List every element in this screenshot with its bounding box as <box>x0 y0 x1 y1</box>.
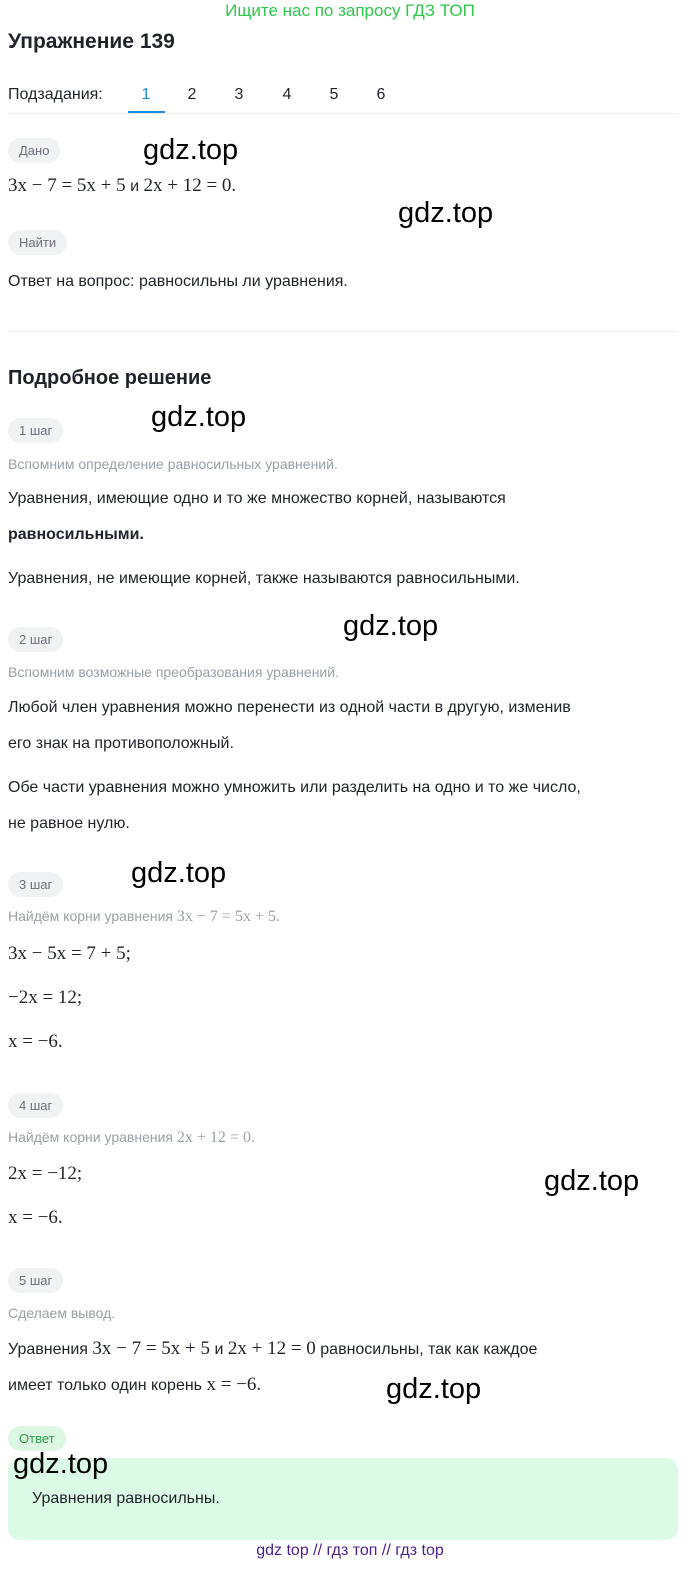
step-1-definition: Уравнения, имеющие одно и то же множество корней, называются <box>8 490 506 507</box>
step-1-badge: 1 шаг <box>8 418 63 443</box>
watermark: gdz.top <box>13 1448 109 1480</box>
solution-title: Подробное решение <box>8 367 212 389</box>
footer-separator: // <box>313 1542 323 1559</box>
watermark: gdz.top <box>343 610 439 642</box>
footer-link-gdz-top-mixed[interactable]: гдз top <box>395 1542 444 1559</box>
step-2-hint: Вспомним возможные преобразования уравнений. <box>8 664 339 680</box>
step-4-hint: Найдём корни уравнения 2x + 12 = 0. <box>8 1129 255 1146</box>
step-3-hint: Найдём корни уравнения 3x − 7 = 5x + 5. <box>8 908 280 925</box>
step-5-hint: Сделаем вывод. <box>8 1305 116 1321</box>
tab-subtask-5[interactable]: 5 <box>329 86 339 103</box>
step-3-line-2: −2x = 12; <box>8 987 83 1008</box>
step-2-rule-1-line-1: Любой член уравнения можно перенести из одной части в другую, изменив <box>8 699 571 716</box>
step-5-badge: 5 шаг <box>8 1268 63 1293</box>
step-5-conclusion-line-1: Уравнения 3x − 7 = 5x + 5 и 2x + 12 = 0 равносильны, так как каждое <box>8 1338 538 1359</box>
step-3-badge: 3 шаг <box>8 872 63 897</box>
footer-links <box>0 1542 700 1560</box>
footer-separator: // <box>381 1542 391 1559</box>
tabs-divider <box>8 113 678 114</box>
step-4-line-2: x = −6. <box>8 1207 63 1228</box>
watermark: gdz.top <box>151 401 247 433</box>
step-1-term: равносильными. <box>8 526 144 543</box>
footer-link-gdz-top-ru[interactable]: гдз топ <box>326 1542 378 1559</box>
page-title: Упражнение 139 <box>8 30 175 53</box>
subtasks-label: Подзадания: <box>8 86 103 103</box>
watermark: gdz.top <box>398 197 494 229</box>
given-badge: Дано <box>8 138 60 163</box>
find-badge: Найти <box>8 230 67 255</box>
step-2-rule-2-line-2: не равное нулю. <box>8 815 130 832</box>
step-4-badge: 4 шаг <box>8 1093 63 1118</box>
watermark: gdz.top <box>131 857 227 889</box>
watermark: gdz.top <box>386 1373 482 1405</box>
step-2-rule-1-line-2: его знак на противоположный. <box>8 735 234 752</box>
step-5-conclusion-line-2: имеет только один корень x = −6. <box>8 1374 262 1395</box>
tab-subtask-2[interactable]: 2 <box>187 86 197 103</box>
section-divider <box>8 331 678 332</box>
given-equations: 3x − 7 = 5x + 5 и 2x + 12 = 0. <box>8 175 237 196</box>
find-text: Ответ на вопрос: равносильны ли уравнения. <box>8 273 348 290</box>
watermark: gdz.top <box>143 134 239 166</box>
step-2-badge: 2 шаг <box>8 627 63 652</box>
step-1-note: Уравнения, не имеющие корней, также называются равносильными. <box>8 570 520 587</box>
step-2-rule-2-line-1: Обе части уравнения можно умножить или разделить на одно и то же число, <box>8 779 581 796</box>
watermark: gdz.top <box>544 1165 640 1197</box>
tab-subtask-3[interactable]: 3 <box>234 86 244 103</box>
tab-subtask-4[interactable]: 4 <box>282 86 292 103</box>
step-3-line-1: 3x − 5x = 7 + 5; <box>8 943 131 964</box>
search-banner: Ищите нас по запросу ГДЗ ТОП <box>225 1 475 20</box>
tab-subtask-6[interactable]: 6 <box>376 86 386 103</box>
step-4-line-1: 2x = −12; <box>8 1163 83 1184</box>
footer-link-gdz-top[interactable]: gdz top <box>256 1542 309 1559</box>
answer-text: Уравнения равносильны. <box>32 1490 220 1507</box>
step-1-hint: Вспомним определение равносильных уравнений. <box>8 456 338 472</box>
answer-badge: Ответ <box>8 1426 66 1451</box>
step-3-line-3: x = −6. <box>8 1031 63 1052</box>
tab-subtask-1[interactable]: 1 <box>141 86 151 103</box>
